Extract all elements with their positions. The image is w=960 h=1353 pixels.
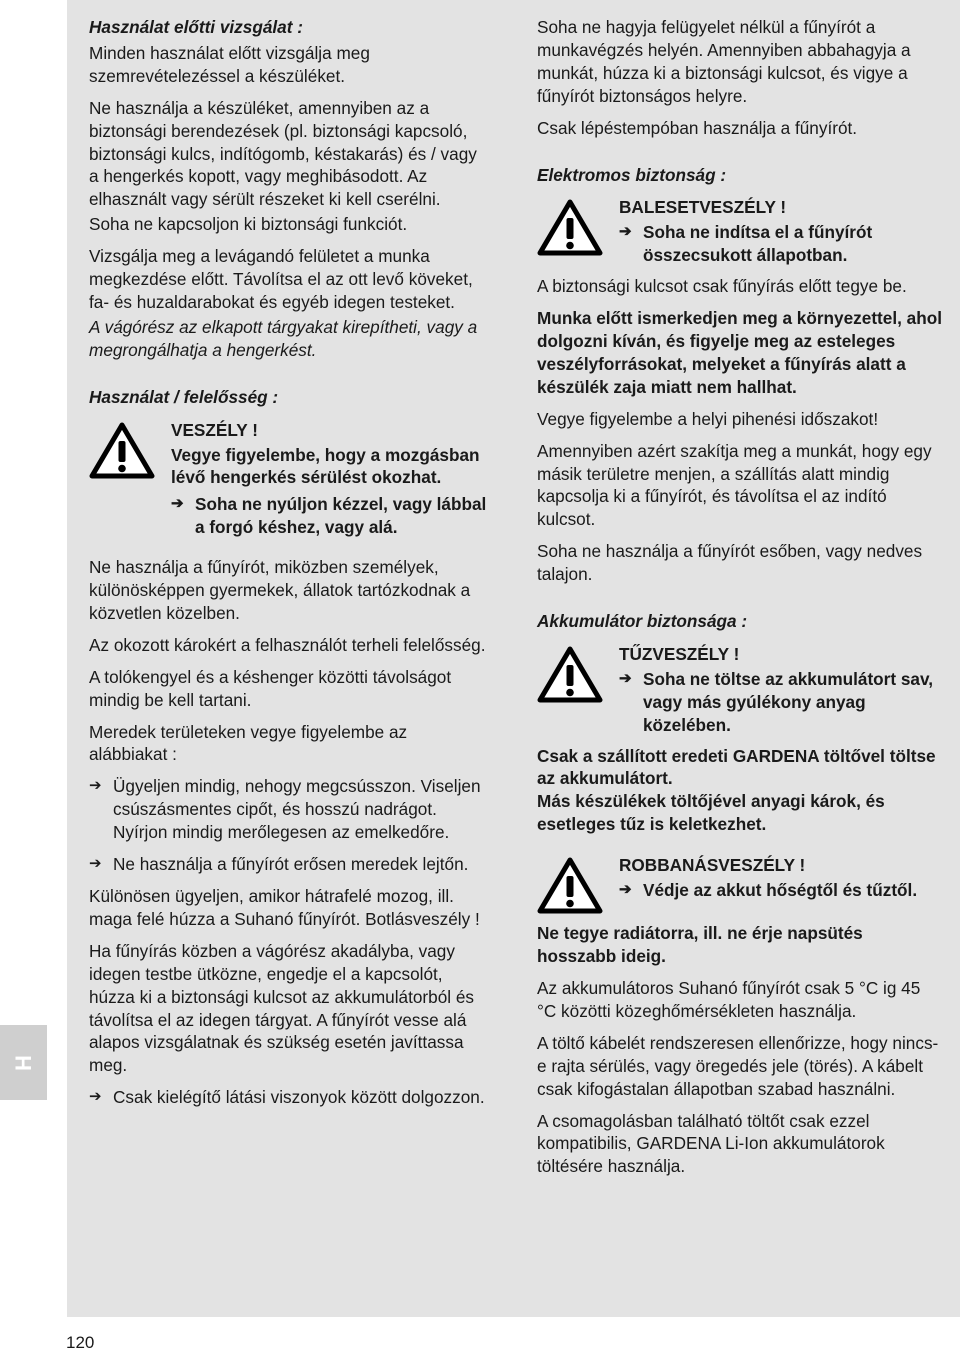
arrow-right-icon: ➔	[89, 1088, 102, 1106]
warning-triangle-icon	[89, 421, 155, 479]
accident-warning	[537, 196, 942, 267]
paragraph: Munka előtt ismerkedjen meg a környezettel, ahol dolgozni kíván, és figyelje meg az esteleges veszélyforrásokat, melyeket a fűnyírás alatt a készülék zaja miatt nem hallhat.	[537, 308, 942, 397]
paragraph: Minden használat előtt vizsgálja meg szemrevételezéssel a készüléket.	[89, 42, 370, 86]
paragraph: Ha fűnyírás közben a vágórész akadályba, vagy idegen testbe ütközne, engedje el a kapcsolót, húzza ki a biztonsági kulcsot az akkumulátorból és távolítsa el az idegen tárgyat. A fűnyírót vesse alá alapos vizsgálatnak és szükség esetén javíttassa meg.	[89, 940, 475, 1076]
warning-triangle-icon	[537, 198, 603, 256]
paragraph: Vegye figyelembe a helyi pihenési időszakot!	[537, 408, 879, 429]
paragraph: Ne tegye radiátorra, ill. ne érje napsütés hosszabb ideig.	[537, 923, 863, 967]
list-item: ➔ Ügyeljen mindig, nehogy megcsússzon. Viseljen csúszásmentes cipőt, és hosszú nadrágot. Nyírjon mindig merőlegesen az emelkedőre.	[89, 776, 481, 843]
warning-triangle-icon	[537, 645, 603, 703]
paragraph: Vizsgálja meg a levágandó felületet a munka megkezdése előtt. Távolítsa el az ott levő köveket, fa- és huzaldarabokat és egyéb idegen testeket.	[89, 246, 473, 312]
page-number: 120	[66, 1333, 95, 1352]
paragraph: Az okozott károkért a felhasználót terheli felelősség.	[89, 634, 486, 655]
pre-use-heading: Használat előtti vizsgálat :	[89, 17, 303, 37]
explosion-warning	[537, 854, 942, 914]
language-tab	[0, 1025, 47, 1100]
battery-safety-heading: Akkumulátor biztonsága :	[537, 611, 748, 632]
paragraph: Az akkumulátoros Suhanó fűnyírót csak 5 °C ig 45 °C közötti közeghőmérsékleten használja.	[537, 978, 921, 1021]
warning-instruction: ➔ Soha ne töltse az akkumulátort sav, vagy más gyúlékony anyag közelében.	[619, 668, 934, 735]
paragraph: Ne használja a készüléket, amennyiben az a biztonsági berendezések (pl. biztonsági kapcsoló, biztonsági kulcs, indítógomb, késtakarás) és / vagy a hengerkés kopott, vagy meghibásodott. Az elhasznált vagy sérült részeket ki kell cserélni.	[89, 97, 477, 210]
paragraph: A töltő kábelét rendszeresen ellenőrizze, hogy nincs-e rajta sérülés, vagy öregedés jele (törés). A kábelt csak kifogástalan állapotban szabad használni.	[537, 1032, 939, 1099]
paragraph: Csak a szállított eredeti GARDENA töltővel töltse az akkumulátort.	[537, 745, 936, 789]
warning-title: TŰZVESZÉLY !	[619, 643, 740, 664]
paragraph: A csomagolásban található töltőt csak ezzel kompatibilis, GARDENA Li-Ion akkumulátorok töltésére használja.	[537, 1110, 885, 1177]
fire-warning	[537, 643, 942, 737]
electrical-safety-heading: Elektromos biztonság :	[537, 164, 727, 185]
paragraph: Amennyiben azért szakítja meg a munkát, hogy egy másik területre menjen, a szállítás alatt mindig kapcsolja ki a fűnyírót, és távolítsa el az indító kulcsot.	[537, 440, 932, 530]
paragraph: Soha ne hagyja felügyelet nélkül a fűnyírót a munkavégzés helyén. Amennyiben abbahagyja a munkát, húzza ki a biztonsági kulcsot, és vigye a fűnyírót biztonságos helyre.	[537, 17, 911, 106]
list-item: ➔ Csak kielégítő látási viszonyok között dolgozzon.	[89, 1087, 485, 1108]
warning-text: Vegye figyelembe, hogy a mozgásban lévő hengerkés sérülést okozhat.	[171, 444, 480, 488]
use-heading: Használat / felelősség :	[89, 386, 279, 407]
paragraph: A vágórész az elkapott tárgyakat kirepítheti, vagy a megrongálhatja a hengerkést.	[89, 316, 478, 360]
paragraph: A biztonsági kulcsot csak fűnyírás előtt tegye be.	[537, 276, 907, 297]
list-item: ➔ Ne használja a fűnyírót erősen meredek lejtőn.	[89, 854, 469, 875]
warning-instruction: ➔ Védje az akkut hőségtől és tűztől.	[619, 880, 918, 901]
warning-title: BALESETVESZÉLY !	[619, 197, 787, 218]
arrow-right-icon: ➔	[619, 669, 632, 687]
warning-instruction: ➔ Soha ne indítsa el a fűnyírót összecsukott állapotban.	[619, 222, 873, 266]
paragraph: Különösen ügyeljen, amikor hátrafelé mozog, ill. maga felé húzza a Suhanó fűnyírót. Botlásveszély !	[89, 886, 480, 929]
warning-triangle-icon	[537, 856, 603, 914]
paragraph: Meredek területeken vegye figyelembe az alábbiakat :	[89, 721, 408, 765]
warning-instruction: ➔ Soha ne nyúljon kézzel, vagy lábbal a forgó késhez, vagy alá.	[171, 494, 487, 538]
arrow-right-icon: ➔	[171, 495, 184, 513]
paragraph: Más készülékek töltőjével anyagi károk, és esetleges tűz is keletkezhet.	[537, 791, 885, 835]
right-column	[537, 16, 942, 1187]
left-column	[89, 16, 489, 1118]
paragraph: A tolókengyel és a késhenger közötti távolságot mindig be kell tartani.	[89, 666, 452, 710]
paragraph: Csak lépéstempóban használja a fűnyírót.	[537, 117, 858, 138]
arrow-right-icon: ➔	[89, 855, 102, 873]
paragraph: Soha ne használja a fűnyírót esőben, vagy nedves talajon.	[537, 541, 923, 585]
arrow-right-icon: ➔	[619, 881, 632, 899]
danger-warning	[89, 419, 489, 549]
paragraph: Soha ne kapcsoljon ki biztonsági funkciót.	[89, 214, 408, 235]
arrow-right-icon: ➔	[619, 223, 632, 241]
paragraph: Ne használja a fűnyírót, miközben személyek, különösképpen gyermekek, állatok tartózkodnak a közvetlen közelben.	[89, 557, 471, 623]
language-tab-label: H	[10, 1054, 36, 1071]
warning-title: ROBBANÁSVESZÉLY !	[619, 855, 806, 876]
arrow-right-icon: ➔	[89, 777, 102, 795]
warning-title: VESZÉLY !	[171, 419, 258, 440]
